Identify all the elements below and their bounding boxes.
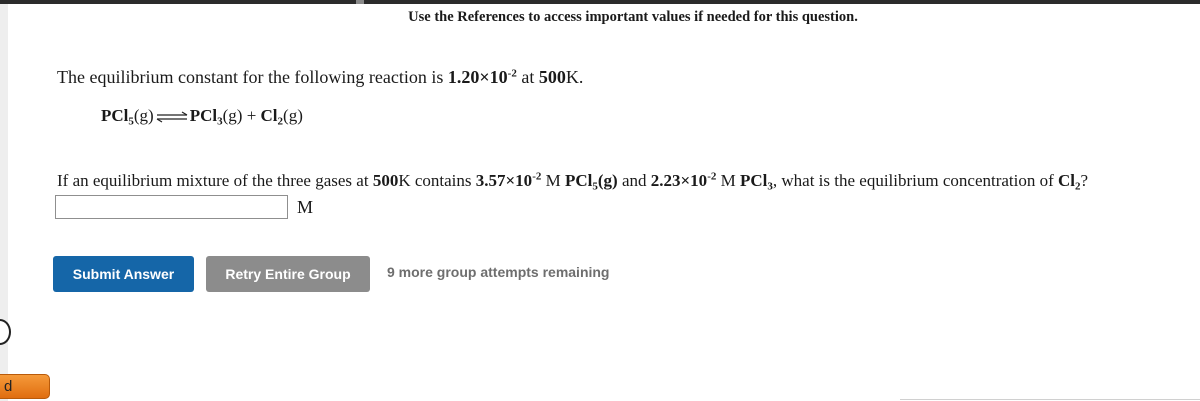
prompt-text-1: If an equilibrium mixture of the three gases at [57, 171, 369, 190]
reaction-equation [101, 106, 303, 126]
prompt-text-2: K contains [398, 171, 472, 190]
plus-sign: + [246, 106, 257, 125]
pcl3-concentration: 2.23×10 [650, 171, 708, 190]
k-value: 1.20×10 [447, 67, 508, 87]
answer-unit: M [297, 197, 314, 217]
circle-icon[interactable] [0, 319, 11, 345]
pcl5-formula: PCl [564, 171, 593, 190]
pcl5-subscript: 5 [592, 180, 598, 193]
references-note: Use the References to access important values if needed for this question. [408, 9, 858, 25]
retry-group-button[interactable]: Retry Entire Group [206, 256, 370, 292]
cl2-formula: Cl [1058, 171, 1076, 190]
submit-answer-button[interactable]: Submit Answer [53, 256, 194, 292]
product2-state: (g) [283, 106, 303, 125]
question-mark: ? [1080, 171, 1089, 190]
reactant-state: (g) [133, 106, 154, 125]
temperature-value: 500 [538, 67, 566, 87]
prompt-text-3: , what is the equilibrium concentration of [772, 171, 1054, 190]
unit-m-2: M [720, 171, 736, 190]
reactant-formula: PCl [101, 106, 129, 125]
product2-subscript: 2 [277, 115, 284, 128]
pcl3-subscript: 3 [767, 180, 773, 193]
and-text: and [621, 171, 647, 190]
side-tab[interactable] [0, 374, 50, 399]
top-bar [0, 0, 1200, 4]
bottom-divider [900, 399, 1200, 400]
product1-formula: PCl [189, 106, 218, 125]
pcl3-formula: PCl [739, 171, 768, 190]
question-intro [57, 67, 583, 88]
prompt-temperature: 500 [372, 171, 399, 190]
intro-text: The equilibrium constant for the following reaction is [57, 67, 444, 87]
product2-formula: Cl [260, 106, 278, 125]
at-text: at [521, 67, 535, 87]
top-bar-divider [356, 0, 364, 4]
question-prompt [57, 171, 1088, 191]
pcl5-state: (g) [597, 171, 618, 190]
unit-m-1: M [545, 171, 561, 190]
product1-subscript: 3 [217, 115, 223, 128]
answer-input[interactable] [55, 195, 288, 219]
reactant-subscript: 5 [128, 115, 134, 128]
pcl5-exponent: -2 [532, 170, 542, 183]
temperature-unit: K. [565, 67, 584, 87]
side-tab-label: d [4, 378, 13, 395]
k-exponent: -2 [507, 67, 517, 80]
equilibrium-arrow-icon [155, 111, 189, 123]
cl2-subscript: 2 [1075, 180, 1081, 193]
pcl3-exponent: -2 [707, 170, 717, 183]
attempts-remaining: 9 more group attempts remaining [387, 264, 610, 280]
product1-state: (g) [222, 106, 243, 125]
pcl5-concentration: 3.57×10 [475, 171, 533, 190]
